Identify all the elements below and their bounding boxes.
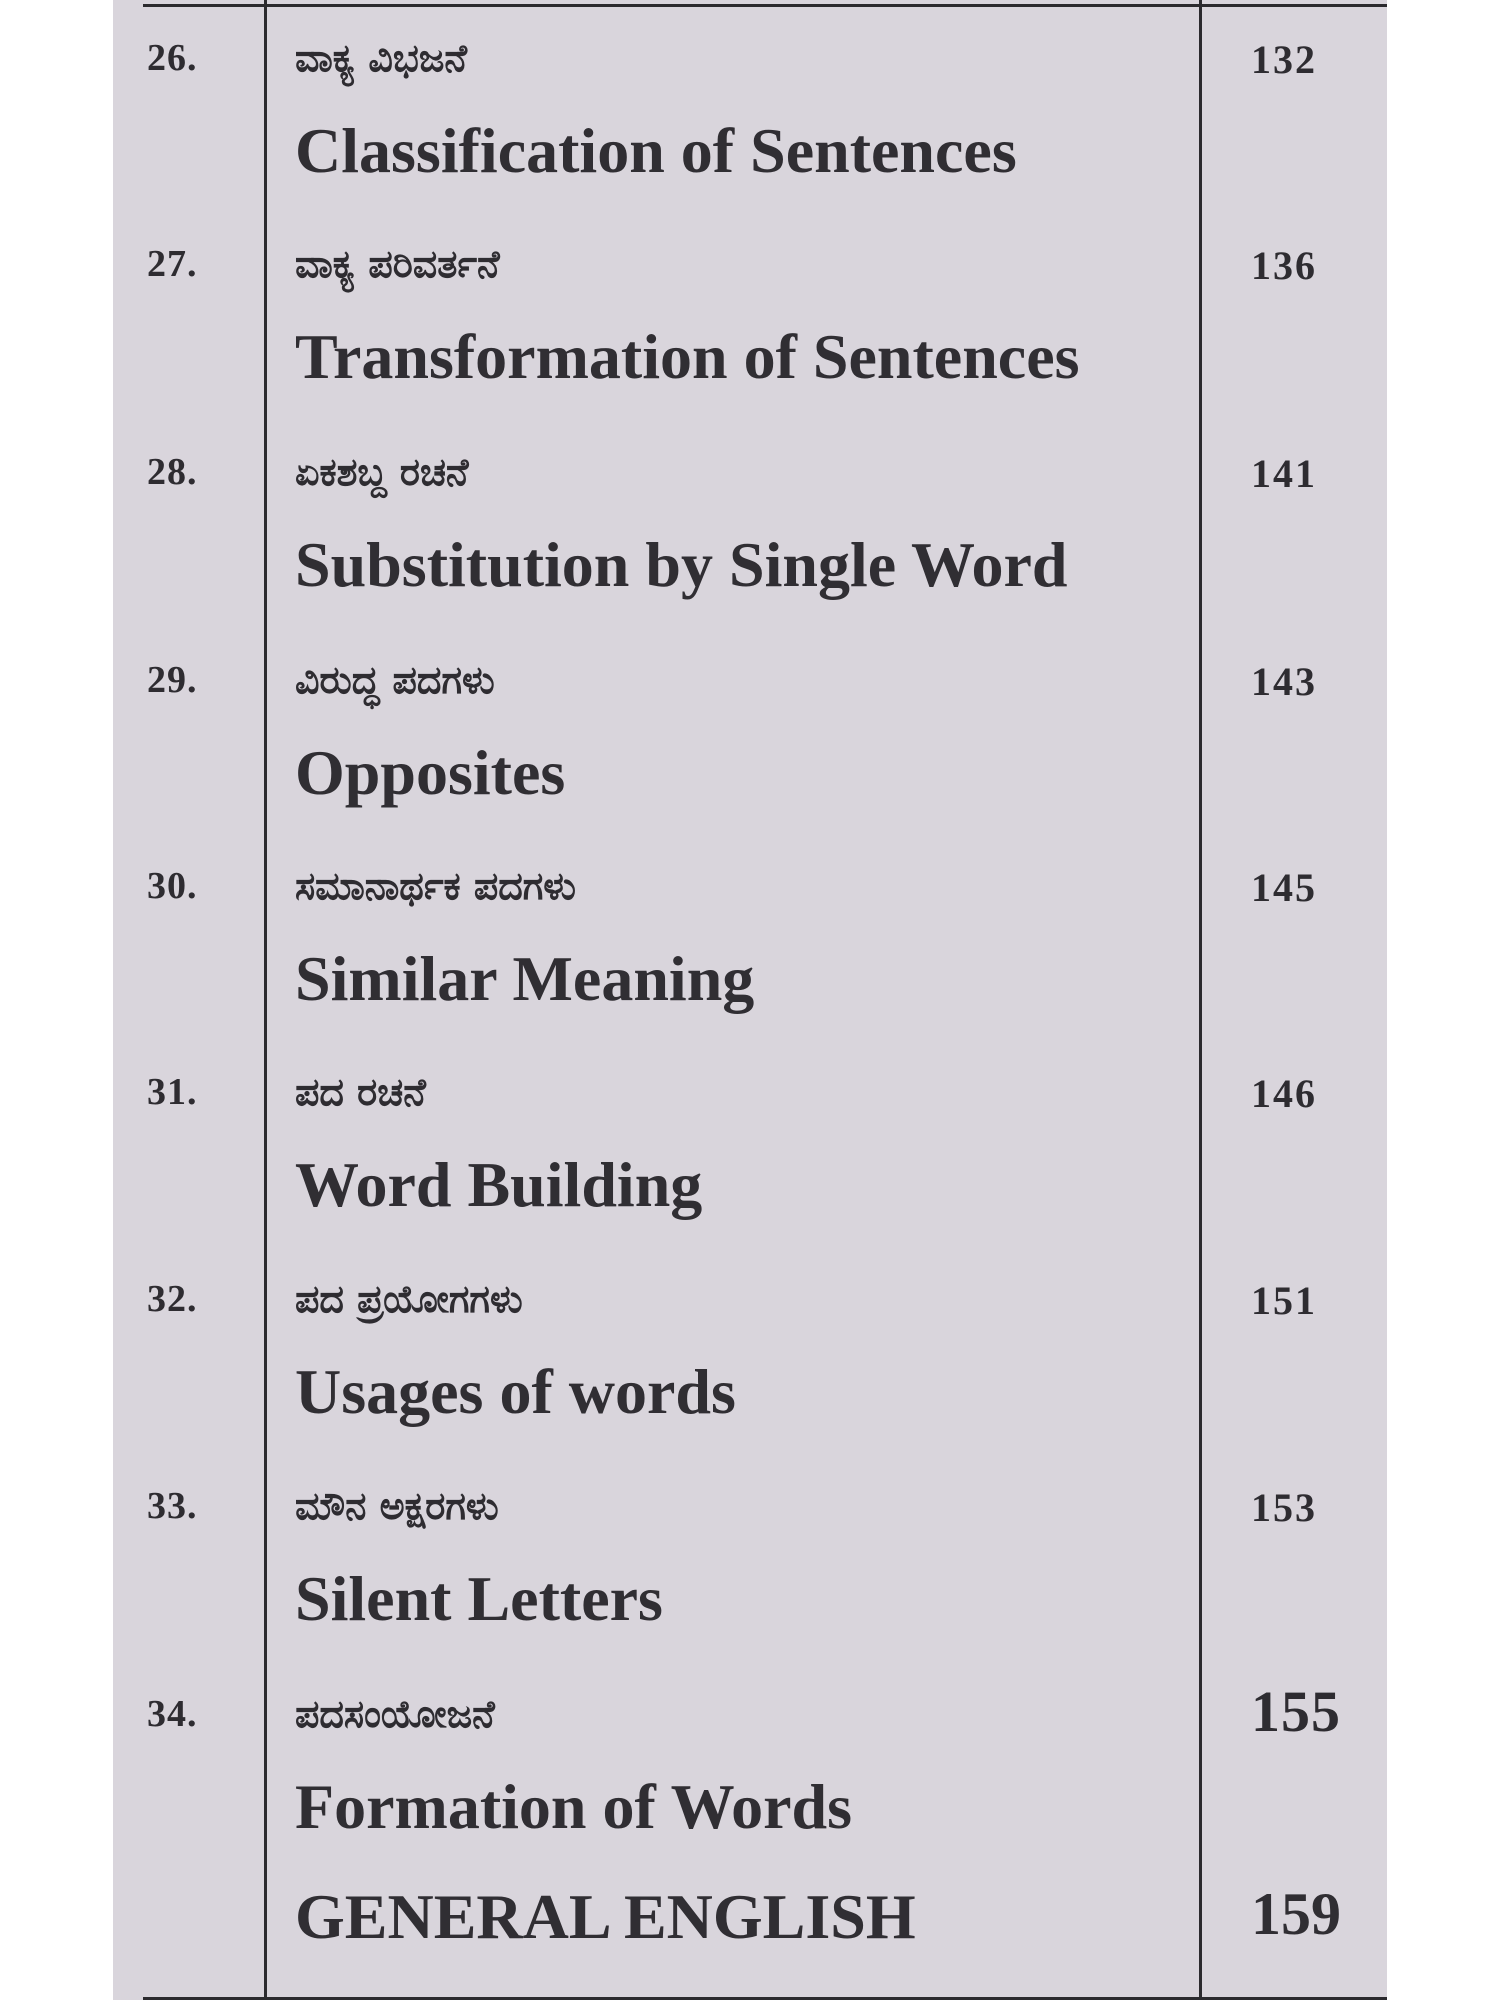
entry-number: 31. xyxy=(147,1071,198,1113)
entry-kannada-title: ವಿರುದ್ಧ ಪದಗಳು xyxy=(295,658,495,702)
entry-english-title: Opposites xyxy=(295,737,566,808)
entry-english-title: Usages of words xyxy=(295,1356,736,1427)
entry-kannada-title: ಪದ ರಚನೆ xyxy=(295,1070,426,1114)
entry-english-title: Classification of Sentences xyxy=(295,115,1017,186)
entry-page-number: 143 xyxy=(1251,659,1317,704)
entry-english-title: Transformation of Sentences xyxy=(295,321,1080,392)
entry-number: 28. xyxy=(147,451,198,493)
entry-page-number: 132 xyxy=(1251,37,1317,82)
entry-page-number: 145 xyxy=(1251,865,1317,910)
entry-number: 30. xyxy=(147,865,198,907)
entry-number: 27. xyxy=(147,243,198,285)
left-column-rule xyxy=(264,0,267,2000)
entry-english-title: Silent Letters xyxy=(295,1563,663,1634)
entry-english-title: Similar Meaning xyxy=(295,943,755,1014)
entry-page-number: 141 xyxy=(1251,451,1317,496)
general-english-heading: GENERAL ENGLISH xyxy=(295,1881,916,1952)
entry-number: 32. xyxy=(147,1278,198,1320)
general-english-page-number: 159 xyxy=(1251,1881,1341,1947)
entry-kannada-title: ಪದ ಪ್ರಯೋಗಗಳು xyxy=(295,1277,523,1321)
entry-english-title: Word Building xyxy=(295,1149,703,1220)
right-column-rule xyxy=(1199,0,1202,2000)
toc-page xyxy=(113,0,1387,2000)
entry-number: 29. xyxy=(147,659,198,701)
entry-page-number: 146 xyxy=(1251,1071,1317,1116)
entry-english-title: Formation of Words xyxy=(295,1771,853,1842)
entry-page-number: 155 xyxy=(1251,1679,1341,1744)
entry-page-number: 151 xyxy=(1251,1278,1317,1323)
entry-kannada-title: ಏಕಶಬ್ದ ರಚನೆ xyxy=(295,450,469,494)
entry-kannada-title: ವಾಕ್ಯ ವಿಭಜನೆ xyxy=(295,36,468,80)
entry-kannada-title: ವಾಕ್ಯ ಪರಿವರ್ತನೆ xyxy=(295,242,500,286)
entry-kannada-title: ಸಮಾನಾರ್ಥಕ ಪದಗಳು xyxy=(295,864,577,908)
entry-page-number: 153 xyxy=(1251,1485,1317,1530)
entry-kannada-title: ಮೌನ ಅಕ್ಷರಗಳು xyxy=(295,1484,499,1528)
entry-english-title: Substitution by Single Word xyxy=(295,529,1068,600)
entry-number: 34. xyxy=(147,1693,198,1735)
entry-page-number: 136 xyxy=(1251,243,1317,288)
entry-number: 26. xyxy=(147,37,198,79)
entry-kannada-title: ಪದಸಂಯೋಜನೆ xyxy=(295,1692,495,1736)
entry-number: 33. xyxy=(147,1485,198,1527)
